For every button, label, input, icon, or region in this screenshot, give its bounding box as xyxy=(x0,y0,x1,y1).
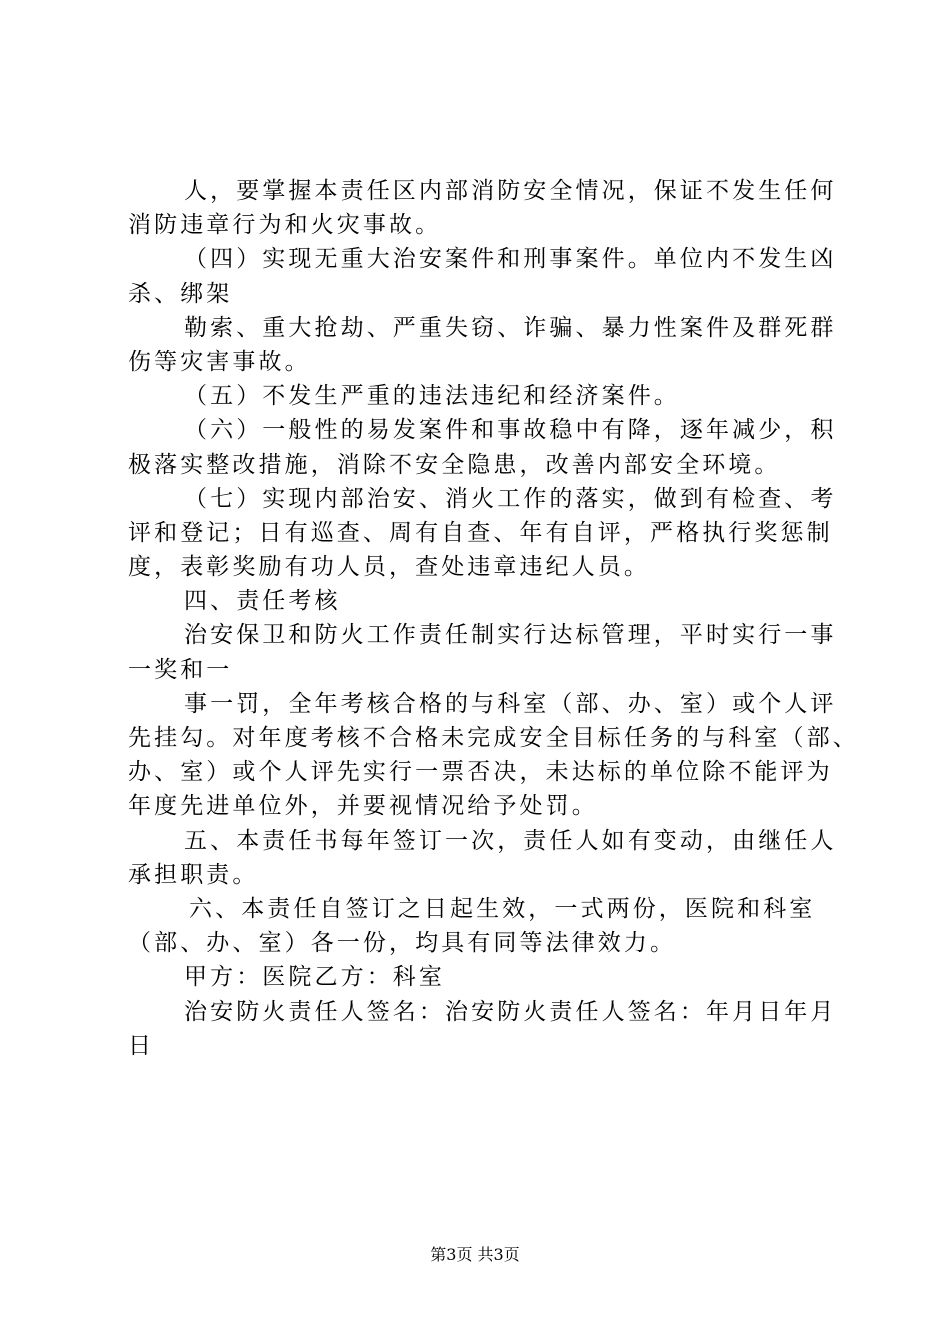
text-line: 伤等灾害事故。 xyxy=(128,348,311,375)
text-line: 事一罚，全年考核合格的与科室（部、办、室）或个人评 xyxy=(184,690,837,717)
text-line: 日 xyxy=(128,1032,155,1059)
text-line: （六）一般性的易发案件和事故稳中有降，逐年减少，积 xyxy=(184,417,837,444)
text-line: 杀、绑架 xyxy=(128,280,233,307)
text-line: 度，表彰奖励有功人员，查处违章违纪人员。 xyxy=(128,554,650,581)
text-line: 先挂勾。对年度考核不合格未完成安全目标任务的与科室（部、 xyxy=(128,725,859,751)
text-line: 评和登记；日有巡查、周有自查、年有自评，严格执行奖惩制 xyxy=(128,519,833,546)
signature-line: 治安防火责任人签名：治安防火责任人签名：年月日年月 xyxy=(184,998,837,1025)
party-line: 甲方：医院乙方：科室 xyxy=(184,964,445,991)
text-line: （五）不发生严重的违法违纪和经济案件。 xyxy=(184,383,680,410)
text-line: （七）实现内部治安、消火工作的落实，做到有检查、考 xyxy=(184,485,837,512)
text-line: 勒索、重大抢劫、严重失窃、诈骗、暴力性案件及群死群 xyxy=(184,314,837,341)
text-line: 治安保卫和防火工作责任制实行达标管理，平时实行一事 xyxy=(184,622,837,649)
text-line: 一奖和一 xyxy=(128,656,233,683)
text-line: 承担职责。 xyxy=(128,861,259,888)
text-line: （部、办、室）各一份，均具有同等法律效力。 xyxy=(128,930,677,957)
text-line: 五、本责任书每年签订一次，责任人如有变动，由继任人 xyxy=(184,827,837,854)
section-heading: 四、责任考核 xyxy=(184,588,341,615)
page-number-footer: 第3页 共3页 xyxy=(430,1245,520,1264)
text-line: 人，要掌握本责任区内部消防安全情况，保证不发生任何 xyxy=(184,178,837,204)
text-line: 年度先进单位外，并要视情况给予处罚。 xyxy=(128,793,598,820)
document-body xyxy=(128,174,859,1063)
text-line: 极落实整改措施，消除不安全隐患，改善内部安全环境。 xyxy=(128,451,781,478)
text-line: （四）实现无重大治安案件和刑事案件。单位内不发生凶 xyxy=(184,246,837,273)
text-line: 消防违章行为和火灾事故。 xyxy=(128,212,442,239)
text-line: 六、本责任自签订之日起生效，一式两份，医院和科室 xyxy=(189,895,816,922)
text-line: 办、室）或个人评先实行一票否决，未达标的单位除不能评为 xyxy=(128,759,833,786)
